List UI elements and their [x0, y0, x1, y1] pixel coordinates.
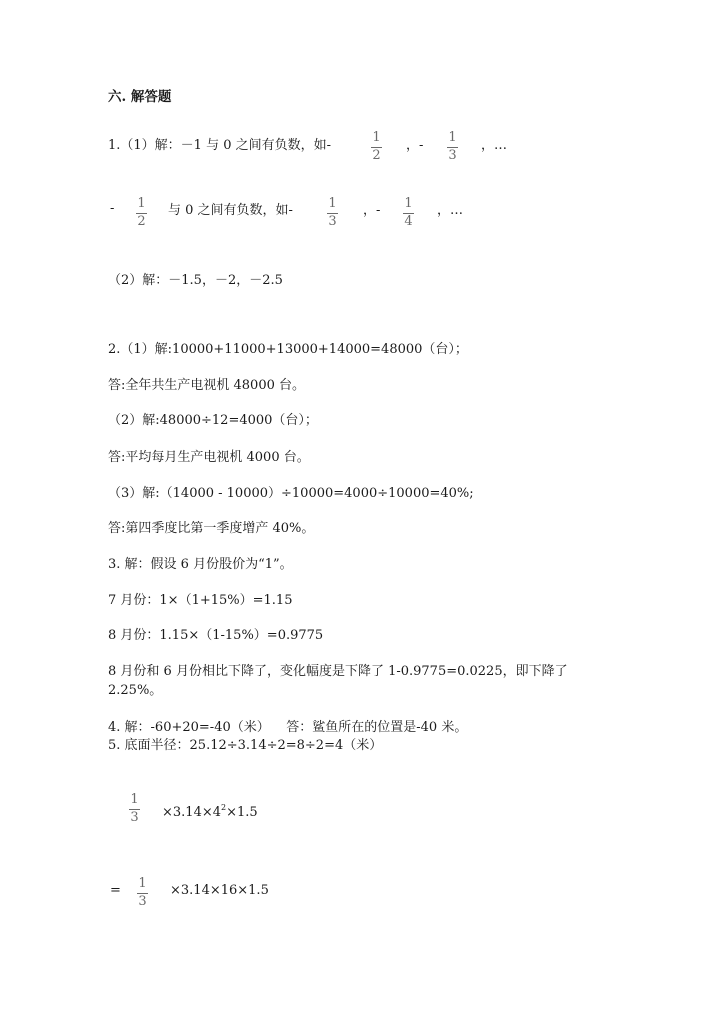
fraction-denominator: 3 [138, 894, 147, 909]
q2-part2: （2）解:48000÷12=4000（台）； [108, 413, 318, 428]
q2-part3: （3）解:（14000 - 10000）÷10000=4000÷10000=40%; [108, 486, 474, 501]
q1-line2-text: 与 0 之间有负数，如- [168, 203, 293, 218]
expression-part: ×1.5 [226, 805, 258, 820]
q1-part2: （2）解：－1.5，－2，－2.5 [108, 273, 283, 288]
fraction-one-third [137, 877, 148, 909]
q5-line1: 5. 底面半径：25.12÷3.14÷2=8÷2=4（米） [108, 738, 383, 753]
fraction-one-third [129, 793, 140, 825]
fraction-one-third [447, 131, 458, 163]
fraction-numerator: 1 [372, 130, 381, 145]
fraction-denominator: 3 [130, 810, 139, 825]
q4-line1: 4. 解：-60+20=-40（米） 答：鲨鱼所在的位置是-40 米。 [108, 720, 468, 735]
q2-answer3: 答:第四季度比第一季度增产 40%。 [108, 521, 315, 536]
q1-line1-text: 1.（1）解：－1 与 0 之间有负数，如- [108, 138, 332, 153]
fraction-one-third [327, 197, 338, 229]
fraction-numerator: 1 [328, 196, 337, 211]
section-title: 六. 解答题 [108, 89, 172, 105]
fraction-denominator: 3 [328, 214, 337, 229]
q5-expression2: ×3.14×16×1.5 [170, 883, 269, 898]
q2-answer2: 答:平均每月生产电视机 4000 台。 [108, 450, 310, 465]
q1-line2-minus: - [110, 201, 115, 216]
fraction-numerator: 1 [137, 196, 146, 211]
q1-line1-ellipsis: ，… [481, 138, 508, 153]
expression-part: ×3.14×4 [162, 805, 222, 820]
q3-line3: 8 月份：1.15×（1-15%）=0.9775 [108, 628, 324, 643]
q3-line1: 3. 解：假设 6 月份股价为“1”。 [108, 557, 293, 572]
q1-line1-sep: ，- [406, 138, 424, 153]
fraction-numerator: 1 [448, 130, 457, 145]
fraction-one-half [136, 197, 147, 229]
fraction-numerator: 1 [404, 196, 413, 211]
q1-line2-sep: ，- [363, 203, 381, 218]
fraction-numerator: 1 [130, 792, 139, 807]
fraction-denominator: 3 [448, 148, 457, 163]
fraction-numerator: 1 [138, 876, 147, 891]
fraction-denominator: 2 [372, 148, 381, 163]
exponent: 2 [221, 803, 227, 812]
q3-line4: 8 月份和 6 月份相比下降了，变化幅度是下降了 1-0.9775=0.0225，即下降了 [108, 664, 568, 679]
fraction-denominator: 2 [137, 214, 146, 229]
q1-line2-ellipsis: ，… [437, 203, 464, 218]
fraction-one-half [371, 131, 382, 163]
q2-part1: 2.（1）解:10000+11000+13000+14000=48000（台）； [108, 342, 468, 357]
fraction-one-fourth [403, 197, 414, 229]
q3-line2: 7 月份：1×（1+15%）=1.15 [108, 593, 293, 608]
equals-sign: = [110, 883, 121, 898]
q2-answer1: 答:全年共生产电视机 48000 台。 [108, 378, 305, 393]
q3-line5: 2.25%。 [108, 683, 163, 698]
q5-expression1 [162, 799, 258, 822]
fraction-denominator: 4 [404, 214, 413, 229]
